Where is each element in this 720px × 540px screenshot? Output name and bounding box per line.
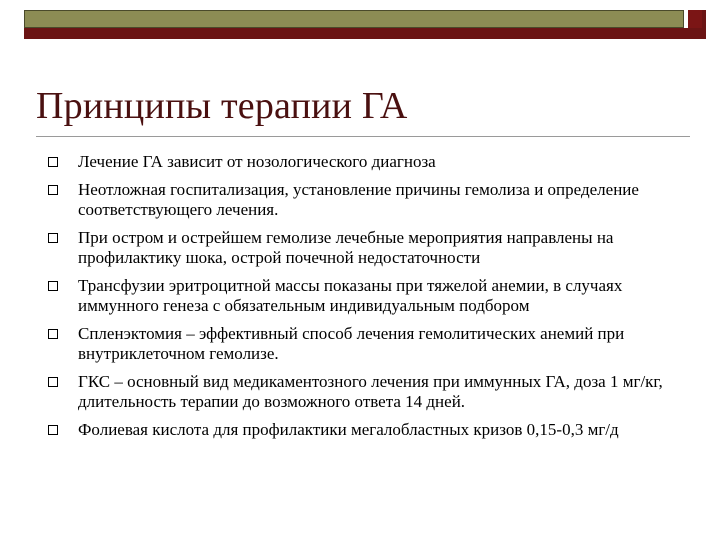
hollow-square-bullet-icon — [48, 425, 58, 435]
bullet-item — [48, 180, 688, 220]
hollow-square-bullet-icon — [48, 377, 58, 387]
bullet-text: При остром и острейшем гемолизе лечебные мероприятия направлены на профилактику шока, острой почечной недостаточности — [78, 228, 614, 267]
bullet-text: Лечение ГА зависит от нозологического диагноза — [78, 152, 436, 171]
bullet-item — [48, 420, 688, 440]
header-dark-red-strip — [24, 28, 702, 39]
bullet-text: Трансфузии эритроцитной массы показаны при тяжелой анемии, в случаях иммунного генеза с обязательным индивидуальным подбором — [78, 276, 623, 315]
hollow-square-bullet-icon — [48, 157, 58, 167]
header-dark-red-edge — [702, 10, 706, 39]
decorative-header-band — [0, 0, 720, 48]
header-red-square — [688, 10, 702, 28]
slide-title: Принципы терапии ГА — [36, 85, 408, 127]
hollow-square-bullet-icon — [48, 233, 58, 243]
bullet-text: Спленэктомия – эффективный способ лечения гемолитических анемий при внутриклеточном гемолизе. — [78, 324, 625, 363]
hollow-square-bullet-icon — [48, 281, 58, 291]
bullet-text: Неотложная госпитализация, установление причины гемолиза и определение соответствующего лечения. — [78, 180, 639, 219]
title-divider — [36, 136, 690, 137]
bullet-text: ГКС – основный вид медикаментозного лечения при иммунных ГА, доза 1 мг/кг, длительность терапии до возможного ответа 14 дней. — [78, 372, 663, 411]
bullet-text: Фолиевая кислота для профилактики мегалобластных кризов 0,15-0,3 мг/д — [78, 420, 619, 439]
bullet-item — [48, 152, 688, 172]
bullet-item — [48, 276, 688, 316]
bullet-list — [48, 152, 688, 448]
hollow-square-bullet-icon — [48, 329, 58, 339]
hollow-square-bullet-icon — [48, 185, 58, 195]
bullet-item — [48, 228, 688, 268]
bullet-item — [48, 324, 688, 364]
header-olive-bar — [24, 10, 684, 28]
bullet-item — [48, 372, 688, 412]
